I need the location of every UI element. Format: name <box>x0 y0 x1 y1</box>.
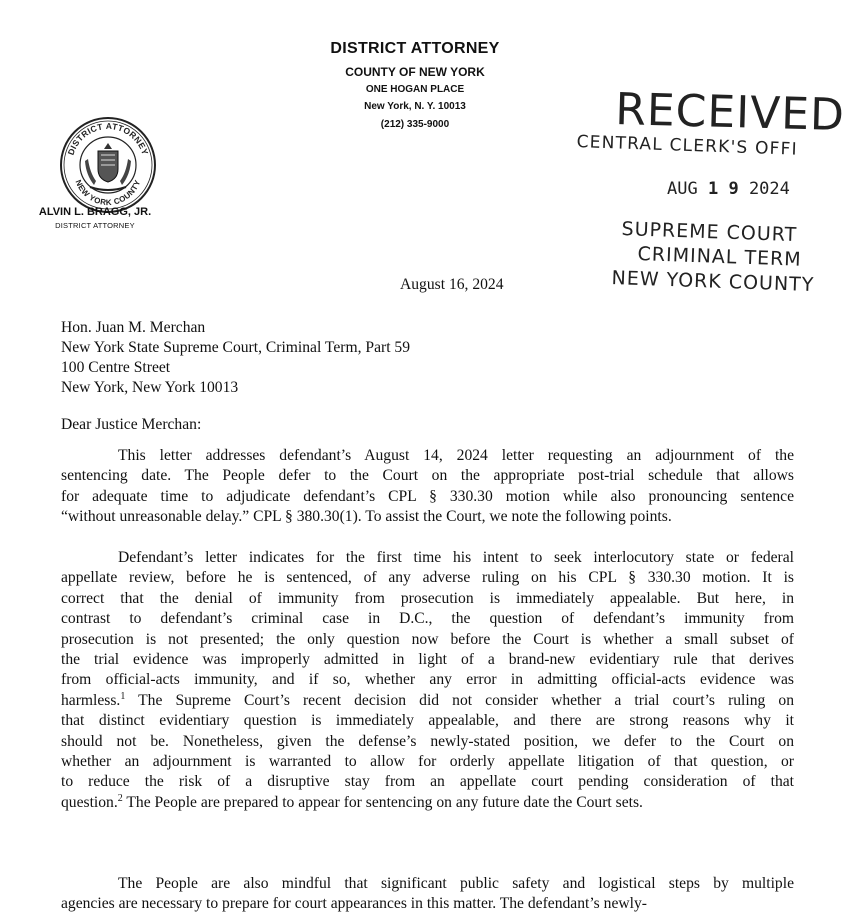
line-text: question. <box>61 793 118 811</box>
county-seal-icon <box>58 115 158 215</box>
district-attorney-name: ALVIN L. BRAGG, JR. <box>38 206 152 218</box>
office-county: COUNTY OF NEW YORK <box>345 65 485 79</box>
paragraph-line: agencies are necessary to prepare for court appearances in this matter. The defendant’s newly- <box>61 895 647 913</box>
office-address-line1: ONE HOGAN PLACE <box>365 84 465 95</box>
body-paragraph-1 <box>61 446 794 528</box>
paragraph-line: This letter addresses defendant’s August 14, 2024 letter requesting an adjournment of the <box>118 447 794 464</box>
addressee-line: Hon. Juan M. Merchan <box>61 319 206 336</box>
paragraph-line <box>61 793 794 813</box>
paragraph-line: sentencing date. The People defer to the Court on the appropriate post-trial schedule that allows <box>61 467 794 485</box>
paragraph-line: from official-acts immunity, and if so, whether any error in admitting official-acts evidence was <box>61 671 794 689</box>
received-stamp-court: SUPREME COURT <box>621 218 798 247</box>
body-paragraph-3 <box>61 874 794 915</box>
paragraph-line: The People are also mindful that significant public safety and logistical steps by multiple <box>118 875 794 892</box>
paragraph-line: contrast to defendant’s criminal case in D.C., the question of defendant’s immunity from <box>61 610 794 628</box>
paragraph-line: Defendant’s letter indicates for the first time his intent to seek interlocutory state or federal <box>118 549 794 566</box>
received-stamp-office: CENTRAL CLERK'S OFFI <box>576 132 799 160</box>
office-address-line2: New York, N. Y. 10013 <box>364 101 466 112</box>
received-stamp-term: CRIMINAL TERM <box>637 243 803 271</box>
paragraph-line <box>61 691 794 711</box>
paragraph-line: whether an adjournment is warranted to allow for orderly appellate litigation of that question, or <box>61 753 794 771</box>
addressee-line: New York, New York 10013 <box>61 379 239 396</box>
body-paragraph-2 <box>61 548 794 813</box>
footnote-mark: 1 <box>120 690 126 702</box>
district-attorney-title: DISTRICT ATTORNEY <box>55 221 135 230</box>
paragraph-line: correct that the denial of immunity from prosecution is immediately appealable. But here, in <box>61 589 794 607</box>
letter-date: August 16, 2024 <box>400 276 504 293</box>
stamp-date-month: AUG <box>667 179 698 199</box>
stamp-date-day: 1 9 <box>707 179 739 199</box>
line-text: The People are prepared to appear for sentencing on any future date the Court sets. <box>122 793 643 811</box>
received-stamp-date <box>667 179 790 199</box>
paragraph-line: “without unreasonable delay.” CPL § 380.30(1). To assist the Court, we note the following points. <box>61 508 672 526</box>
office-title: DISTRICT ATTORNEY <box>330 40 500 57</box>
paragraph-line: for adequate time to adjudicate defendant’s CPL § 330.30 motion while also pronouncing sentence <box>61 487 794 505</box>
paragraph-line: appellate review, before he is sentenced, of any adverse ruling on his CPL § 330.30 motion. It is <box>61 569 794 587</box>
paragraph-line: to reduce the risk of a disruptive stay from an appellate court pending consideration of that <box>61 773 794 791</box>
paragraph-line: prosecution is not presented; the only question now before the Court is whether a small subset of <box>61 630 794 648</box>
stamp-date-year: 2024 <box>748 179 790 199</box>
svg-text:NEW YORK COUNTY: NEW YORK COUNTY <box>73 178 143 208</box>
line-text: The Supreme Court’s recent decision did not consider whether a trial court’s ruling on <box>125 691 794 709</box>
addressee-line: New York State Supreme Court, Criminal Term, Part 59 <box>61 339 411 356</box>
paragraph-line: that distinct evidentiary question is immediately appealable, and there are strong reasons why it <box>61 712 794 730</box>
paragraph-line: should not be. Nonetheless, given the defense’s newly-stated position, we defer to the Court on <box>61 732 794 750</box>
received-stamp-title: RECEIVED <box>614 84 846 141</box>
line-text: harmless. <box>61 691 121 709</box>
addressee-line: 100 Centre Street <box>61 359 171 376</box>
paragraph-line: the trial evidence was improperly admitted in light of a brand-new evidentiary rule that derives <box>61 651 794 669</box>
svg-text:DISTRICT ATTORNEY: DISTRICT ATTORNEY <box>65 120 151 157</box>
office-phone: (212) 335-9000 <box>380 119 450 130</box>
footnote-mark: 2 <box>117 792 123 804</box>
addressee-block <box>61 318 410 398</box>
salutation: Dear Justice Merchan: <box>61 416 202 433</box>
received-stamp-county: NEW YORK COUNTY <box>611 267 815 297</box>
